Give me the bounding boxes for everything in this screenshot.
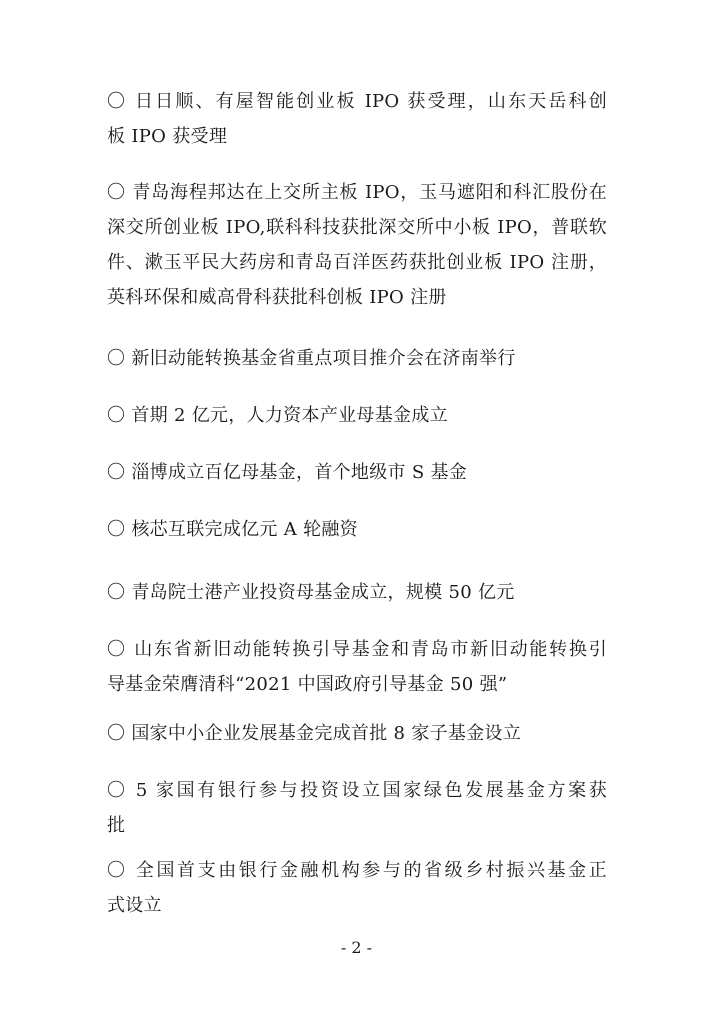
text-line: 〇 国家中小企业发展基金完成首批 8 家子基金设立 bbox=[107, 723, 522, 744]
text-line: 批 bbox=[107, 815, 126, 836]
text-line: 式设立 bbox=[107, 895, 162, 916]
text-line: 板 IPO 获受理 bbox=[107, 126, 228, 147]
text-line: 〇 全国首支由银行金融机构参与的省级乡村振兴基金正 bbox=[107, 860, 607, 881]
text-line: 〇 淄博成立百亿母基金，首个地级市 S 基金 bbox=[107, 462, 468, 483]
text-line: 〇 核芯互联完成亿元 A 轮融资 bbox=[107, 519, 358, 540]
list-item bbox=[107, 773, 607, 843]
list-item bbox=[107, 84, 607, 154]
list-item bbox=[107, 398, 607, 433]
text-line: 件、漱玉平民大药房和青岛百洋医药获批创业板 IPO 注册， bbox=[107, 252, 607, 273]
text-line: 〇 青岛海程邦达在上交所主板 IPO，玉马遮阳和科汇股份在 bbox=[107, 182, 607, 203]
text-line: 〇 首期 2 亿元，人力资本产业母基金成立 bbox=[107, 405, 448, 426]
page-number: - 2 - bbox=[340, 938, 373, 957]
text-line: 〇 5 家国有银行参与投资设立国家绿色发展基金方案获 bbox=[107, 780, 607, 801]
list-item bbox=[107, 341, 607, 376]
text-line: 〇 新旧动能转换基金省重点项目推介会在济南举行 bbox=[107, 348, 516, 369]
list-item bbox=[107, 853, 607, 923]
text-line: 〇 山东省新旧动能转换引导基金和青岛市新旧动能转换引 bbox=[107, 639, 607, 660]
text-line: 导基金荣膺清科“2021 中国政府引导基金 50 强” bbox=[107, 674, 508, 695]
list-item bbox=[107, 175, 607, 315]
text-line: 〇 日日顺、有屋智能创业板 IPO 获受理，山东天岳科创 bbox=[107, 91, 607, 112]
list-item bbox=[107, 632, 607, 702]
text-line: 英科环保和威高骨科获批科创板 IPO 注册 bbox=[107, 287, 447, 308]
list-item bbox=[107, 716, 607, 751]
text-line: 〇 青岛院士港产业投资母基金成立，规模 50 亿元 bbox=[107, 582, 515, 603]
list-item bbox=[107, 512, 607, 547]
list-item bbox=[107, 455, 607, 490]
text-line: 深交所创业板 IPO,联科科技获批深交所中小板 IPO，普联软 bbox=[107, 217, 607, 238]
list-item bbox=[107, 575, 607, 610]
